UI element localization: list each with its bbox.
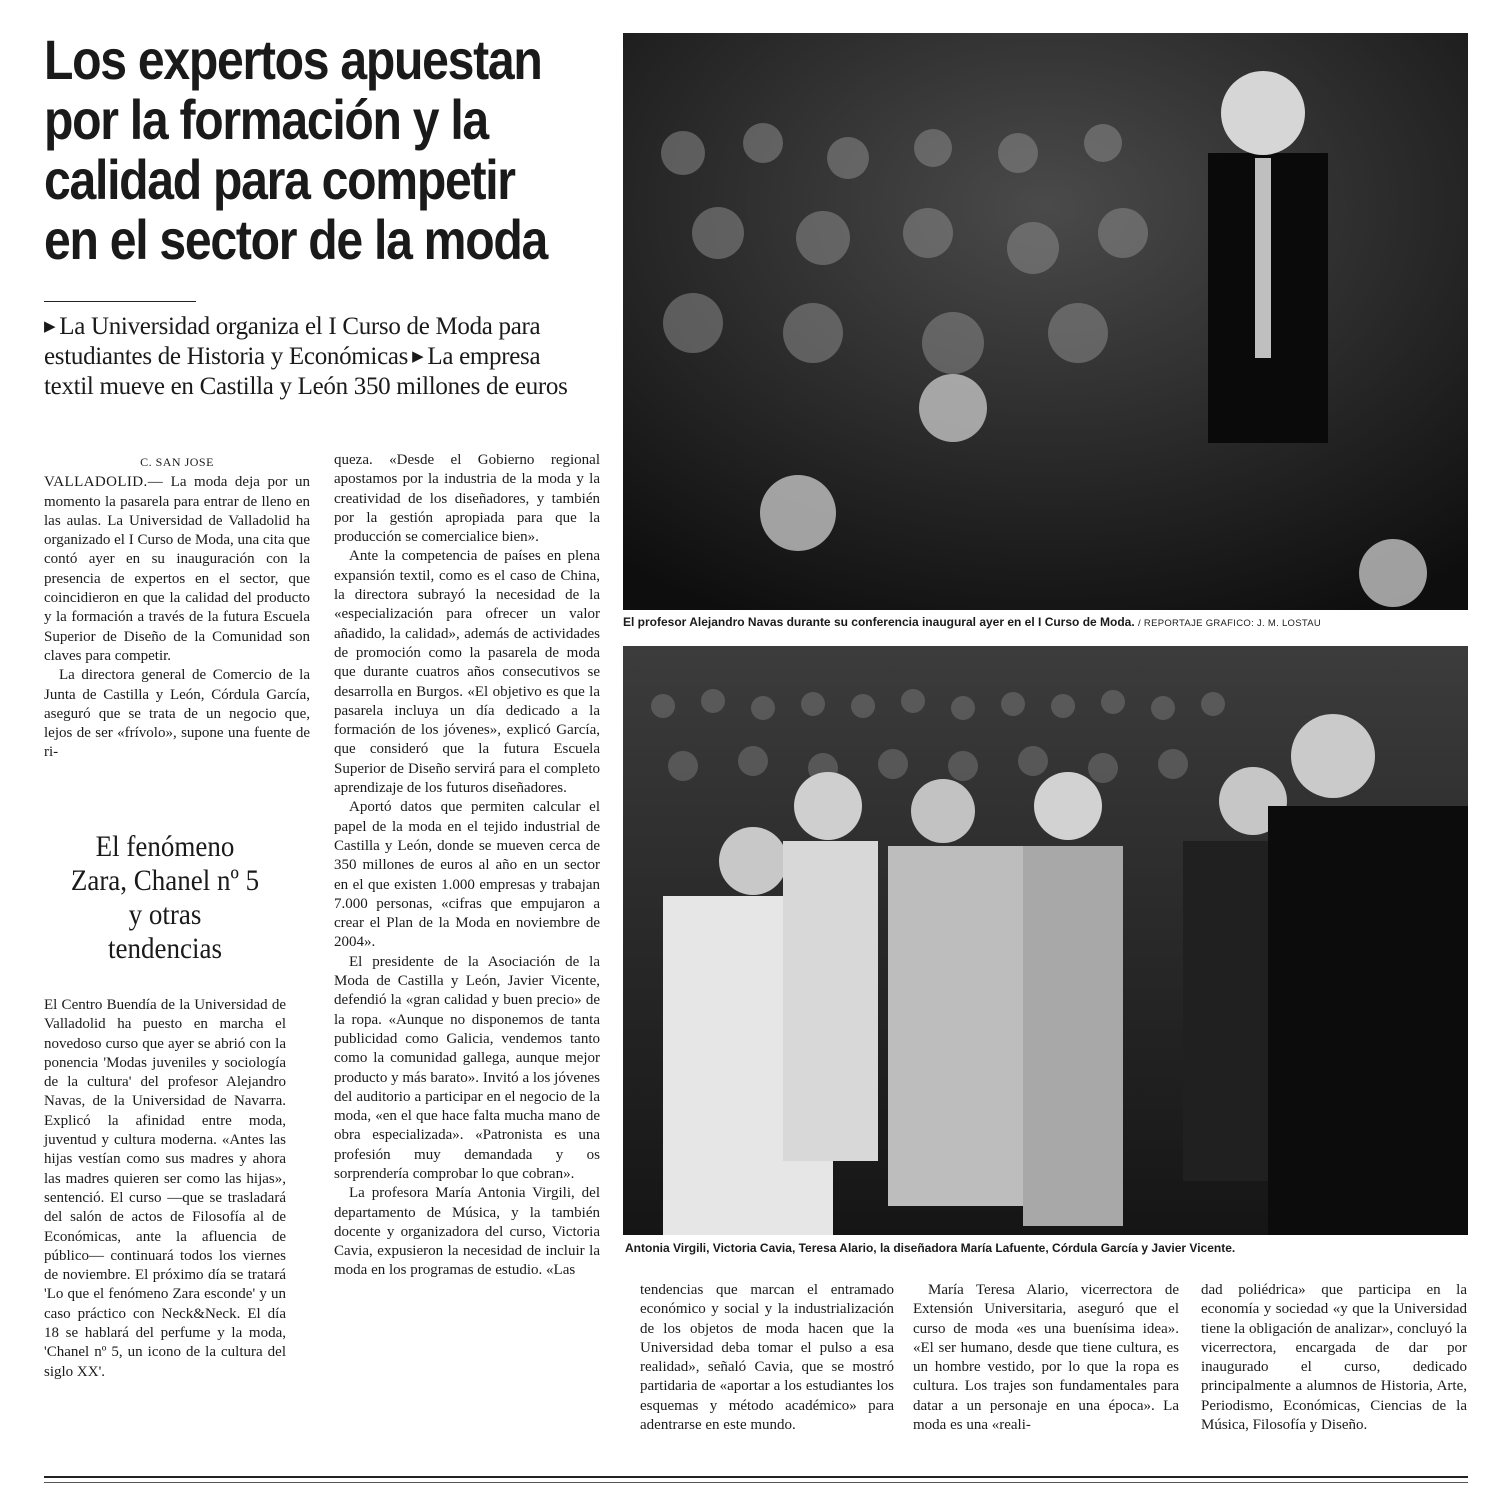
paragraph: La directora general de Comercio de la Junta de Castilla y León, Córdula García, aseguró que se trata de un negocio que, lejos de ser «frívolo», supone una fuente de ri- (44, 667, 310, 761)
photo-lecture-image (623, 33, 1468, 610)
paragraph: VALLADOLID.— La moda deja por un momento la pasarela para entrar de lleno en las aulas. La Universidad de Valladolid ha organizado el I Curso de Moda, una cita que contó ayer en su inauguración con la presencia de expertos en el sector, que coincidieron en que la calidad del producto y la formación a través de la futura Escuela Superior de Diseño de la Comunidad son claves para competir. (44, 474, 311, 664)
headline (44, 28, 547, 271)
headline-line: en el sector de la moda (44, 208, 547, 271)
sidebar-title-line: y otras (128, 898, 202, 931)
article-column-3 (640, 1281, 894, 1435)
photo-credit: / REPORTAJE GRAFICO: J. M. LOSTAU (1138, 618, 1322, 629)
paragraph: El presidente de la Asociación de la Moda de Castilla y León, Javier Vicente, defendió la «gran calidad y buen precio» de la ropa. «Aunque no disponemos de tanta publicidad como Galicia, vendemos tanto como la comunidad gallega, aunque mejor producto y más barato». Invitó a los jóvenes del auditorio a participar en el negocio de la moda, «en el que hace falta mucha mano de obra especializada». «Patronista es una profesión muy demandada y os sorprendería comprobar lo que cobran». (334, 953, 600, 1182)
dateline: VALLADOLID.— (44, 474, 164, 491)
paragraph: María Teresa Alario, vicerrectora de Extensión Universitaria, aseguró que el curso de moda «es una buenísima idea». «El ser humano, desde que tiene cultura, es un hombre vestido, por lo que la ropa es cultura. Los trajes son fundamentales para datar a un personaje en una época». La moda es una «reali- (913, 1282, 1179, 1434)
page-bottom-rule (44, 1482, 1468, 1483)
photo-group-caption: Antonia Virgili, Victoria Cavia, Teresa Alario, la diseñadora María Lafuente, Córdula García y Javier Vicente. (625, 1241, 1236, 1255)
photo-lecture-caption: El profesor Alejandro Navas durante su conferencia inaugural ayer en el I Curso de Moda. / REPORTAJE GRAFICO: J. M. LOSTAU (623, 615, 1322, 629)
page-bottom-rule (44, 1476, 1468, 1478)
triangle-bullet-icon: ▶ (44, 319, 56, 335)
paragraph: Aportó datos que permiten calcular el papel de la moda en el tejido industrial de Castilla y León, donde se mueven cerca de 350 millones de euros al año en un sector en el que existen 1.000 empresas y trabajan 7.000 personas, «cifras que empujaron a crear el Plan de la Moda en noviembre de 2004». (334, 799, 600, 951)
byline: C. SAN JOSE (140, 455, 214, 469)
photo-group (623, 646, 1468, 1235)
subtitle (44, 312, 604, 401)
photo-lecture (623, 33, 1468, 610)
paragraph: dad poliédrica» que participa en la economía y sociedad «y que la Universidad tiene la obligación de analizar», concluyó la vicerrectora, encargada de dar por inaugurado el curso, dedicado principalmente a alumnos de Historia, Arte, Periodismo, Económicas, Ciencias de la Música, Filosofía y Diseño. (1201, 1282, 1467, 1434)
subtitle-line: estudiantes de Historia y Económicas (44, 343, 409, 370)
sidebar-title-line: Zara, Chanel nº 5 (70, 864, 260, 897)
headline-line: por la formación y la (44, 88, 488, 151)
headline-line: Los expertos apuestan (44, 28, 542, 91)
headline-line: calidad para competir (44, 148, 515, 211)
paragraph: tendencias que marcan el entramado económico y social y la industrialización de los objetos de moda hacen que la Universidad deba tomar el pulso a esa realidad», señaló Cavia, que se mostró partidaria de «aportar a los estudiantes los esquemas y método académico» para adentrarse en este mundo. (640, 1282, 894, 1434)
paragraph: La profesora María Antonia Virgili, del departamento de Música, y la también docente y organizadora del curso, Victoria Cavia, expusieron la necesidad de incluir la moda en los programas de estudio. «Las (334, 1185, 600, 1279)
article-column-4 (913, 1281, 1179, 1435)
subtitle-line: textil mueve en Castilla y León 350 millones de euros (44, 373, 568, 400)
paragraph: El Centro Buendía de la Universidad de Valladolid ha puesto en marcha el novedoso curso que ayer se abrió con la ponencia 'Modas juveniles y sociología de la cultura' del profesor Alejandro Navas, de la Universidad de Navarra. Explicó la afinidad entre moda, juventud y cultura moderna. «Antes las hijas vestían como sus madres y ahora las madres quieren ser como las hijas», sentenció. El curso —que se trasladará del salón de actos de Filosofía al de Económicas, ante la afluencia de público— continuará todos los viernes de noviembre. El próximo día se tratará 'Lo que el fenómeno Zara esconde' y un caso práctico con Neck&Neck. El día 18 se hablará del perfume y la moda, 'Chanel nº 5, un icono de la cultura del siglo XX'. (44, 997, 286, 1380)
sidebar-title (56, 830, 274, 966)
sidebar-title-line: El fenómeno (95, 830, 235, 863)
article-column-1 (44, 453, 310, 763)
subtitle-line: La Universidad organiza el I Curso de Moda para (59, 313, 541, 340)
subtitle-line: La empresa (427, 343, 541, 370)
article-column-2 (334, 451, 600, 1281)
article-column-5 (1201, 1281, 1467, 1435)
headline-divider (44, 301, 196, 302)
sidebar-title-line: tendencias (108, 932, 222, 965)
sidebar-text (44, 996, 286, 1382)
triangle-bullet-icon: ▶ (412, 349, 424, 365)
photo-group-image (623, 646, 1468, 1235)
paragraph: queza. «Desde el Gobierno regional apostamos por la industria de la moda y la creatividad de los diseñadores, y también por la gestión apropiada para que la producción se comercialice bien». (334, 452, 600, 546)
paragraph: Ante la competencia de países en plena expansión textil, como es el caso de China, la directora subrayó la necesidad de la «especialización para ofrecer un valor añadido, la calidad», además de actividades de promoción como la pasarela de moda que durante cuatros años consecutivos se desarrolla en Burgos. «El objetivo es que la pasarela incluya un día dedicado a la formación de los jóvenes», explicó García, que consideró que la futura Escuela Superior de Diseño servirá para el completo aprendizaje de los futuros diseñadores. (334, 548, 600, 797)
